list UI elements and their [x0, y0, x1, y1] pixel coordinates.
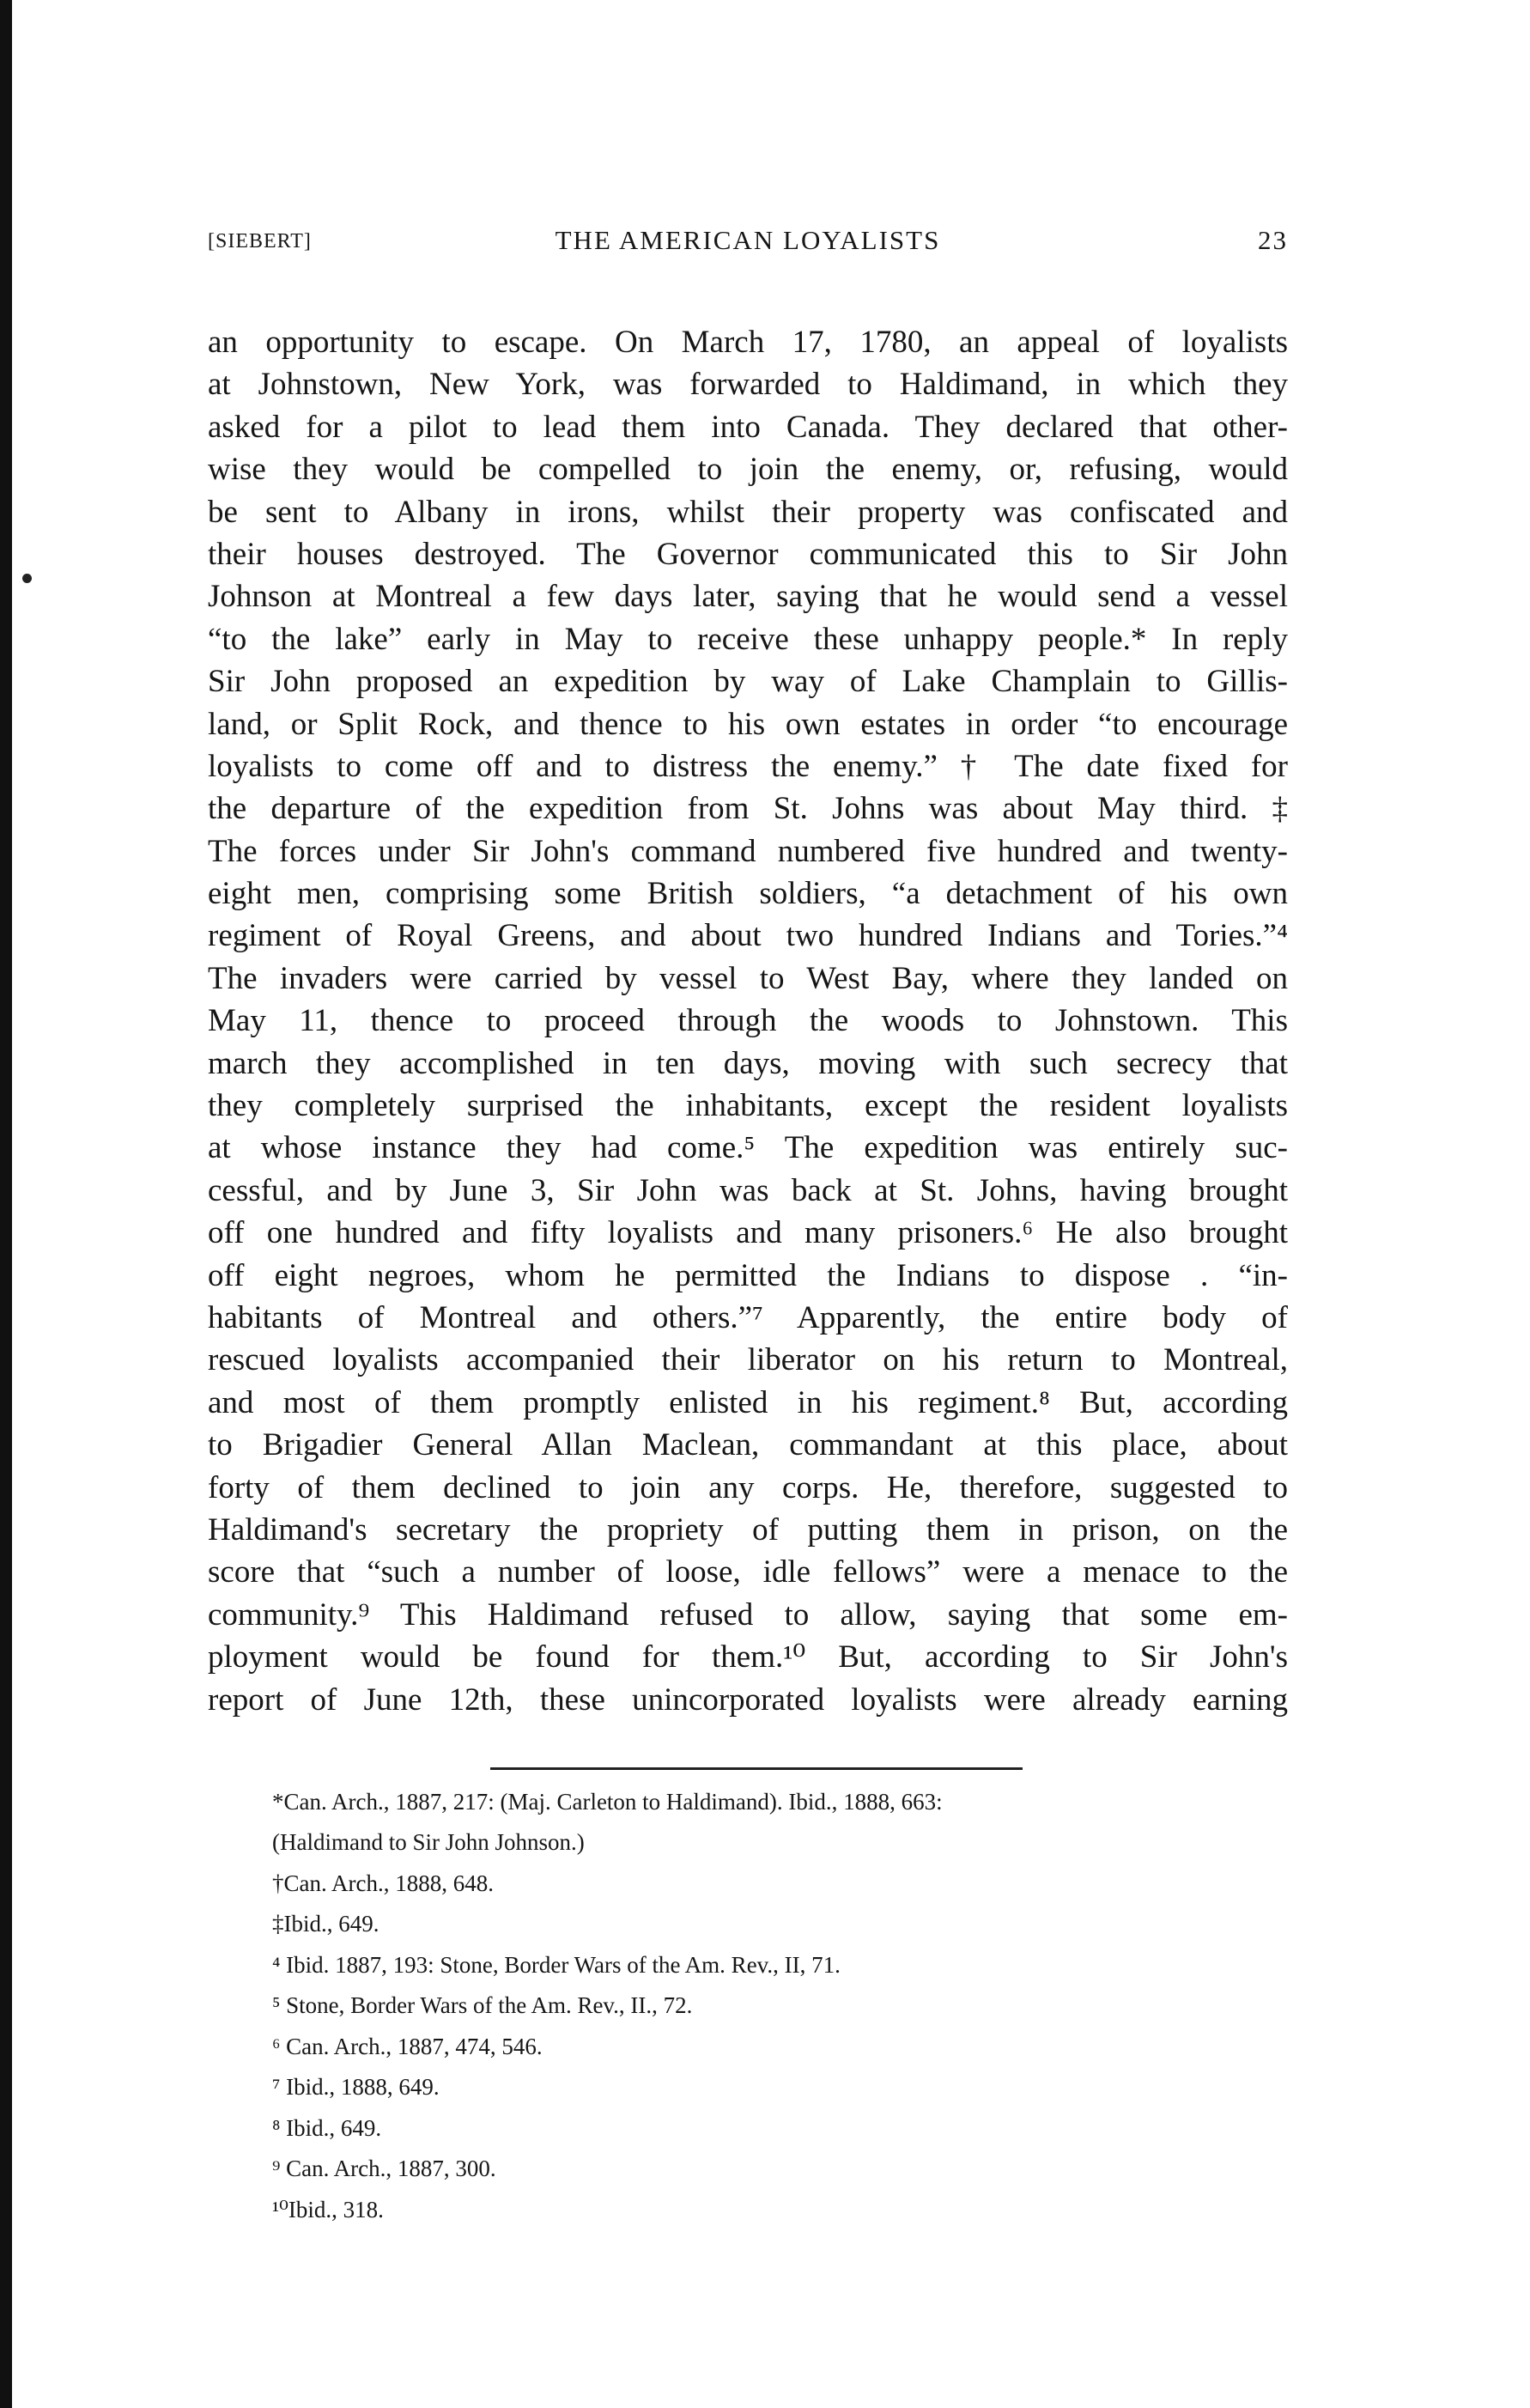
body-line: Johnson at Montreal a few days later, saying that he would send a vessel [208, 579, 1288, 615]
body-line: Haldimand's secretary the propriety of putting them in prison, on the [208, 1511, 1288, 1548]
footnote-line: ⁷ Ibid., 1888, 649. [272, 2074, 440, 2101]
body-line: eight men, comprising some British soldiers, “a detachment of his own [208, 876, 1288, 912]
page-number: 23 [1258, 225, 1288, 255]
body-line: The forces under Sir John's command numbered five hundred and twenty- [208, 833, 1288, 869]
body-line: score that “such a number of loose, idle fellows” were a menace to the [208, 1554, 1288, 1590]
body-line: their houses destroyed. The Governor communicated this to Sir John [208, 536, 1288, 572]
body-line: May 11, thence to proceed through the woods to Johnstown. This [208, 1003, 1288, 1039]
body-line: report of June 12th, these unincorporated loyalists were already earning [208, 1681, 1288, 1718]
body-line: land, or Split Rock, and thence to his own estates in order “to encourage [208, 706, 1288, 742]
body-line: rescued loyalists accompanied their liberator on his return to Montreal, [208, 1342, 1288, 1378]
page [208, 225, 1288, 2230]
running-header [208, 225, 1288, 277]
footnote-line: ⁸ Ibid., 649. [272, 2114, 382, 2141]
body-line: community.⁹ This Haldimand refused to allow, saying that some em- [208, 1596, 1288, 1633]
body-paragraph [208, 321, 1288, 1721]
body-line: an opportunity to escape. On March 17, 1780, an appeal of loyalists [208, 325, 1288, 360]
body-line: “to the lake” early in May to receive these unhappy people.* In reply [208, 621, 1288, 657]
body-line: at whose instance they had come.⁵ The expedition was entirely suc- [208, 1130, 1288, 1166]
body-line: to Brigadier General Allan Maclean, commandant at this place, about [208, 1427, 1288, 1463]
body-line: at Johnstown, New York, was forwarded to Haldimand, in which they [208, 367, 1288, 403]
footnote-line: ⁴ Ibid. 1887, 193: Stone, Border Wars of the Am. Rev., II, 71. [272, 1951, 841, 1978]
header-title: THE AMERICAN LOYALISTS [555, 225, 941, 255]
footnote-line: ⁹ Can. Arch., 1887, 300. [272, 2156, 496, 2182]
margin-mark [22, 574, 32, 583]
footnote-line: (Haldimand to Sir John Johnson.) [272, 1829, 585, 1856]
body-line: Sir John proposed an expedition by way of Lake Champlain to Gillis- [208, 664, 1288, 700]
body-line: loyalists to come off and to distress the enemy.” † The date fixed for [208, 748, 1288, 784]
footnote-line: ¹⁰Ibid., 318. [272, 2196, 384, 2223]
body-line: The invaders were carried by vessel to West Bay, where they landed on [208, 960, 1288, 996]
body-line: asked for a pilot to lead them into Canada. They declared that other- [208, 409, 1288, 445]
body-line: forty of them declined to join any corps. He, therefore, suggested to [208, 1469, 1288, 1505]
body-line: the departure of the expedition from St. Johns was about May third. ‡ [208, 791, 1288, 827]
footnotes [208, 1782, 1288, 2231]
body-line: ployment would be found for them.¹⁰ But, according to Sir John's [208, 1639, 1288, 1675]
footnote-line: *Can. Arch., 1887, 217: (Maj. Carleton to Haldimand). Ibid., 1888, 663: [272, 1788, 943, 1815]
footnote-line: ‡Ibid., 649. [272, 1911, 379, 1937]
body-line: march they accomplished in ten days, moving with such secrecy that [208, 1045, 1288, 1081]
body-line: regiment of Royal Greens, and about two hundred Indians and Tories.”⁴ [208, 918, 1288, 954]
body-line: be sent to Albany in irons, whilst their property was confiscated and [208, 494, 1288, 530]
body-line: they completely surprised the inhabitants, except the resident loyalists [208, 1088, 1288, 1124]
footnote-rule [490, 1767, 1023, 1770]
header-author: [SIEBERT] [208, 230, 312, 252]
footnote-line: †Can. Arch., 1888, 648. [272, 1870, 494, 1896]
body-line: and most of them promptly enlisted in his regiment.⁸ But, according [208, 1384, 1288, 1420]
body-line: habitants of Montreal and others.”⁷ Apparently, the entire body of [208, 1299, 1288, 1335]
body-line: off eight negroes, whom he permitted the Indians to dispose . “in- [208, 1257, 1288, 1293]
left-edge-bar [0, 0, 12, 2408]
footnote-line: ⁵ Stone, Border Wars of the Am. Rev., II., 72. [272, 1992, 693, 2019]
body-line: cessful, and by June 3, Sir John was back at St. Johns, having brought [208, 1172, 1288, 1208]
body-line: off one hundred and fifty loyalists and many prisoners.⁶ He also brought [208, 1215, 1288, 1251]
body-line: wise they would be compelled to join the enemy, or, refusing, would [208, 452, 1288, 488]
footnote-line: ⁶ Can. Arch., 1887, 474, 546. [272, 2033, 543, 2059]
